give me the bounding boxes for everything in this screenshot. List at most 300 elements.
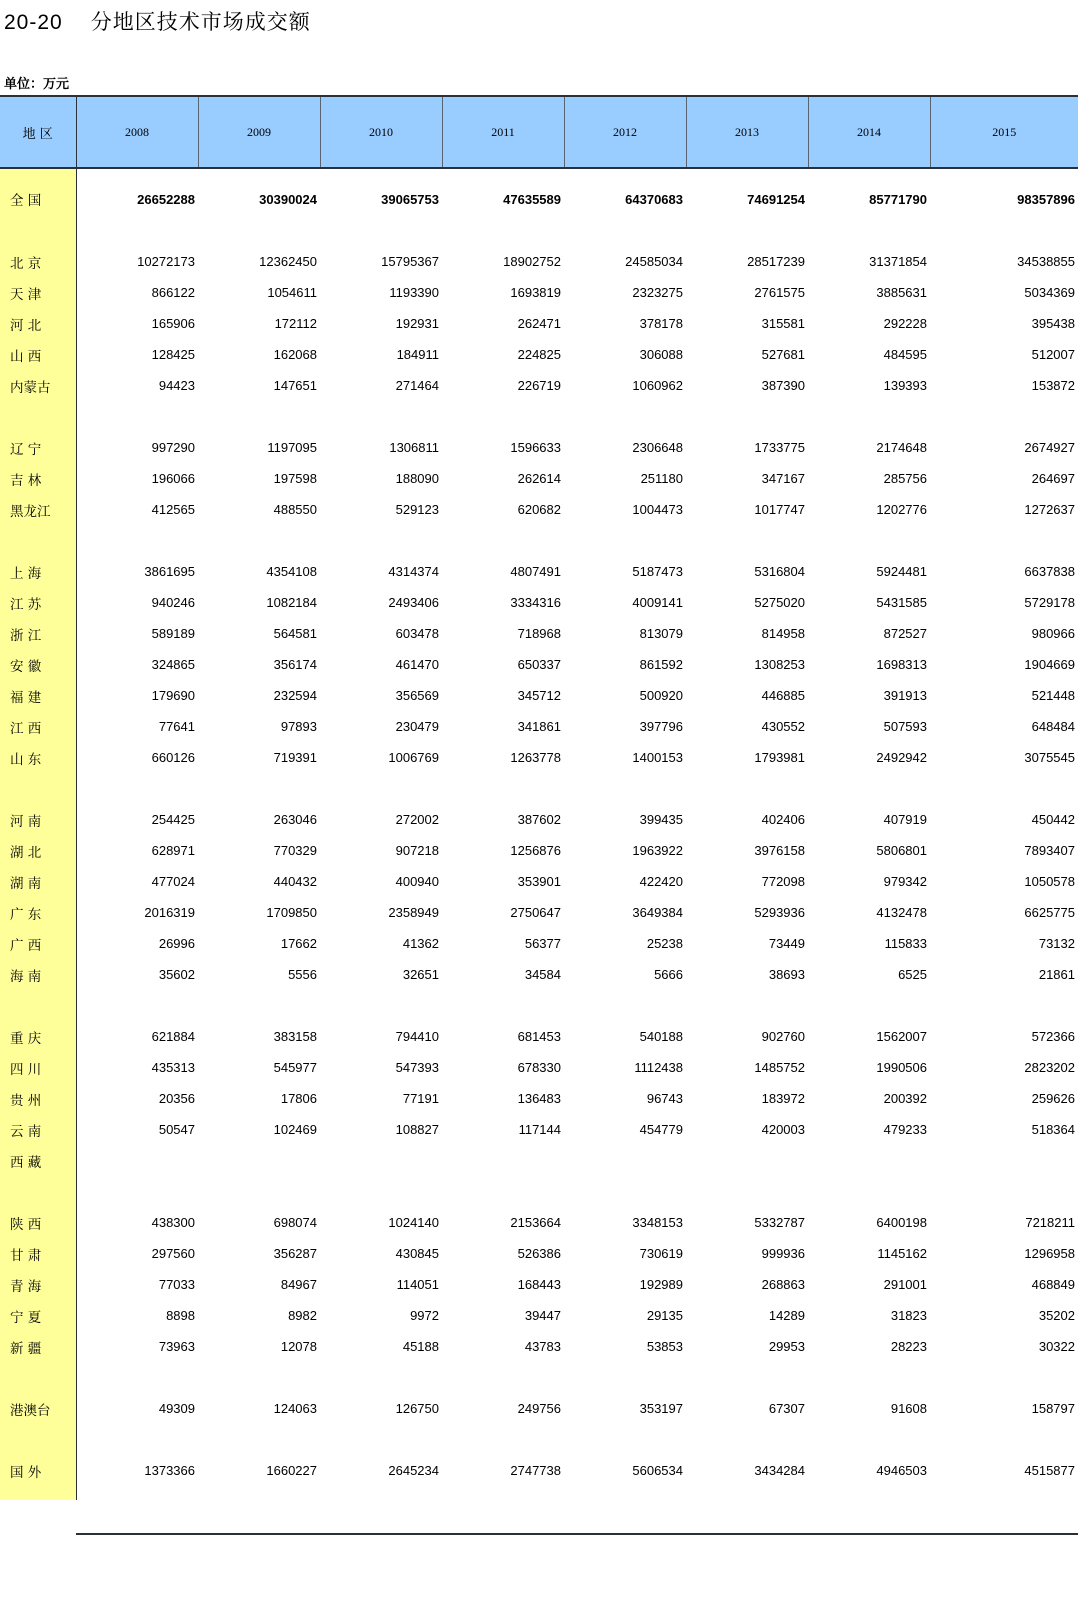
spacer-cell xyxy=(930,401,1078,432)
value-cell: 172112 xyxy=(274,316,317,331)
spacer-cell xyxy=(564,1486,686,1500)
value-cell: 168443 xyxy=(517,1277,561,1292)
region-cell: 云 南 xyxy=(0,1114,76,1145)
value-cell: 226719 xyxy=(517,378,561,393)
spacer-row xyxy=(0,215,1078,246)
spacer-cell xyxy=(808,1424,930,1455)
value-cell: 2645234 xyxy=(388,1463,439,1478)
spacer-cell xyxy=(930,1176,1078,1207)
table-row xyxy=(0,1052,1078,1083)
value-cell: 224825 xyxy=(517,347,561,362)
value-cell: 139393 xyxy=(883,378,927,393)
spacer-cell xyxy=(930,1424,1078,1455)
value-cell: 353197 xyxy=(639,1401,683,1416)
value-cell: 1990506 xyxy=(876,1060,927,1075)
value-cell: 648484 xyxy=(1031,719,1075,734)
value-cell: 10272173 xyxy=(137,254,195,269)
value-cell: 67307 xyxy=(768,1401,805,1416)
value-cell: 1054611 xyxy=(267,285,317,300)
data-table xyxy=(0,95,1078,1500)
value-cell: 2493406 xyxy=(388,595,439,610)
value-cell: 3976158 xyxy=(754,843,805,858)
value-cell: 814958 xyxy=(761,626,805,641)
value-cell: 5275020 xyxy=(754,595,805,610)
value-cell: 31823 xyxy=(890,1308,927,1323)
region-cell: 陕 西 xyxy=(0,1207,76,1238)
value-cell: 488550 xyxy=(273,502,317,517)
value-cell: 1197095 xyxy=(267,440,317,455)
spacer-cell xyxy=(198,1486,320,1500)
value-cell: 1698313 xyxy=(876,657,927,672)
value-cell: 353901 xyxy=(517,874,561,889)
value-cell: 545977 xyxy=(273,1060,317,1075)
region-cell: 福 建 xyxy=(0,680,76,711)
value-cell: 77033 xyxy=(158,1277,195,1292)
region-cell: 山 东 xyxy=(0,742,76,773)
table-bottom-rule xyxy=(76,1533,1078,1535)
spacer-cell xyxy=(808,1176,930,1207)
value-cell: 383158 xyxy=(273,1029,317,1044)
value-cell: 454779 xyxy=(639,1122,683,1137)
spacer-cell xyxy=(76,1486,198,1500)
value-cell: 529123 xyxy=(395,502,439,517)
value-cell: 126750 xyxy=(395,1401,439,1416)
value-cell: 259626 xyxy=(1031,1091,1075,1106)
value-cell: 5666 xyxy=(654,967,683,982)
value-cell: 96743 xyxy=(646,1091,683,1106)
value-cell: 17806 xyxy=(280,1091,317,1106)
table-row xyxy=(0,711,1078,742)
year-column-header: 2012 xyxy=(564,96,686,168)
value-cell: 5556 xyxy=(288,967,317,982)
region-cell: 广 东 xyxy=(0,897,76,928)
value-cell: 56377 xyxy=(524,936,561,951)
table-row xyxy=(0,742,1078,773)
table-row xyxy=(0,494,1078,525)
value-cell: 395438 xyxy=(1031,316,1075,331)
table-row xyxy=(0,308,1078,339)
table-row xyxy=(0,1083,1078,1114)
value-cell: 31371854 xyxy=(869,254,927,269)
value-cell: 3885631 xyxy=(876,285,927,300)
spacer-cell xyxy=(564,773,686,804)
value-cell: 4946503 xyxy=(876,1463,927,1478)
value-cell: 38693 xyxy=(768,967,805,982)
value-cell: 1296958 xyxy=(1024,1246,1075,1261)
region-cell: 河 北 xyxy=(0,308,76,339)
value-cell: 35602 xyxy=(158,967,195,982)
spacer-cell xyxy=(198,990,320,1021)
spacer-cell xyxy=(564,1362,686,1393)
value-cell: 41362 xyxy=(402,936,439,951)
value-cell: 272002 xyxy=(395,812,439,827)
region-cell: 山 西 xyxy=(0,339,76,370)
value-cell: 5606534 xyxy=(632,1463,683,1478)
value-cell: 997290 xyxy=(151,440,195,455)
value-cell: 2823202 xyxy=(1024,1060,1075,1075)
spacer-cell xyxy=(442,990,564,1021)
value-cell: 4132478 xyxy=(876,905,927,920)
region-cell: 宁 夏 xyxy=(0,1300,76,1331)
value-cell: 718968 xyxy=(517,626,561,641)
table-row xyxy=(0,1455,1078,1486)
value-cell: 3348153 xyxy=(632,1215,683,1230)
value-cell: 268863 xyxy=(761,1277,805,1292)
value-cell: 526386 xyxy=(517,1246,561,1261)
spacer-cell xyxy=(76,168,198,183)
value-cell: 420003 xyxy=(761,1122,805,1137)
table-row xyxy=(0,183,1078,215)
value-cell: 25238 xyxy=(646,936,683,951)
region-cell: 国 外 xyxy=(0,1455,76,1486)
value-cell: 813079 xyxy=(639,626,683,641)
region-cell: 浙 江 xyxy=(0,618,76,649)
region-cell: 吉 林 xyxy=(0,463,76,494)
value-cell: 2747738 xyxy=(510,1463,561,1478)
spacer-cell xyxy=(198,1424,320,1455)
spacer-cell xyxy=(808,1362,930,1393)
value-cell: 1024140 xyxy=(388,1215,439,1230)
value-cell: 356569 xyxy=(395,688,439,703)
value-cell: 3334316 xyxy=(510,595,561,610)
spacer-cell xyxy=(76,773,198,804)
spacer-cell xyxy=(442,525,564,556)
spacer-cell xyxy=(808,1486,930,1500)
value-cell: 4354108 xyxy=(266,564,317,579)
value-cell: 1017747 xyxy=(754,502,805,517)
region-cell: 安 徽 xyxy=(0,649,76,680)
region-cell: 西 藏 xyxy=(0,1145,76,1176)
spacer-cell xyxy=(442,168,564,183)
spacer-cell xyxy=(320,401,442,432)
table-row xyxy=(0,556,1078,587)
region-cell: 黑龙江 xyxy=(0,494,76,525)
value-cell: 5332787 xyxy=(754,1215,805,1230)
year-column-header: 2008 xyxy=(76,96,198,168)
spacer-cell xyxy=(686,1176,808,1207)
table-row xyxy=(0,680,1078,711)
spacer-cell xyxy=(198,1362,320,1393)
value-cell: 39447 xyxy=(524,1308,561,1323)
value-cell: 2492942 xyxy=(876,750,927,765)
value-cell: 5431585 xyxy=(876,595,927,610)
value-cell: 306088 xyxy=(639,347,683,362)
value-cell: 2306648 xyxy=(632,440,683,455)
value-cell: 356174 xyxy=(273,657,317,672)
value-cell: 115833 xyxy=(884,936,927,951)
spacer-cell xyxy=(808,525,930,556)
spacer-row xyxy=(0,1424,1078,1455)
value-cell: 347167 xyxy=(761,471,805,486)
table-row xyxy=(0,1114,1078,1145)
spacer-cell xyxy=(930,773,1078,804)
value-cell: 430845 xyxy=(395,1246,439,1261)
spacer-cell xyxy=(686,990,808,1021)
spacer-cell xyxy=(198,773,320,804)
value-cell: 73449 xyxy=(768,936,805,951)
value-cell: 902760 xyxy=(761,1029,805,1044)
value-cell: 6637838 xyxy=(1024,564,1075,579)
spacer-cell xyxy=(442,1362,564,1393)
spacer-cell xyxy=(0,401,76,432)
value-cell: 468849 xyxy=(1031,1277,1075,1292)
value-cell: 73963 xyxy=(158,1339,195,1354)
value-cell: 500920 xyxy=(639,688,683,703)
spacer-cell xyxy=(564,1176,686,1207)
region-cell: 天 津 xyxy=(0,277,76,308)
value-cell: 117144 xyxy=(518,1122,561,1137)
value-cell xyxy=(76,1145,198,1176)
value-cell: 271464 xyxy=(395,378,439,393)
value-cell: 297560 xyxy=(151,1246,195,1261)
value-cell: 1306811 xyxy=(389,440,439,455)
value-cell: 402406 xyxy=(761,812,805,827)
year-column-header: 2009 xyxy=(198,96,320,168)
region-cell: 上 海 xyxy=(0,556,76,587)
value-cell: 196066 xyxy=(151,471,195,486)
value-cell: 30390024 xyxy=(259,191,317,207)
value-cell xyxy=(930,1145,1078,1176)
value-cell: 3861695 xyxy=(144,564,195,579)
spacer-cell xyxy=(564,1424,686,1455)
spacer-cell xyxy=(930,990,1078,1021)
spacer-cell xyxy=(686,215,808,246)
value-cell: 678330 xyxy=(517,1060,561,1075)
table-row xyxy=(0,246,1078,277)
value-cell xyxy=(442,1145,564,1176)
value-cell: 28223 xyxy=(890,1339,927,1354)
value-cell: 5034369 xyxy=(1024,285,1075,300)
value-cell: 770329 xyxy=(273,843,317,858)
value-cell: 262614 xyxy=(517,471,561,486)
table-row xyxy=(0,339,1078,370)
value-cell: 540188 xyxy=(639,1029,683,1044)
region-cell: 河 南 xyxy=(0,804,76,835)
spacer-cell xyxy=(320,1486,442,1500)
value-cell: 49309 xyxy=(158,1401,195,1416)
value-cell: 136483 xyxy=(517,1091,561,1106)
spacer-cell xyxy=(76,1362,198,1393)
spacer-cell xyxy=(0,1424,76,1455)
page-title xyxy=(4,6,311,36)
value-cell: 262471 xyxy=(517,316,561,331)
spacer-cell xyxy=(442,1486,564,1500)
value-cell: 387390 xyxy=(761,378,805,393)
region-cell: 港澳台 xyxy=(0,1393,76,1424)
spacer-row xyxy=(0,1486,1078,1500)
value-cell: 34584 xyxy=(524,967,561,982)
value-cell: 940246 xyxy=(151,595,195,610)
region-cell: 青 海 xyxy=(0,1269,76,1300)
spacer-cell xyxy=(930,168,1078,183)
table-row xyxy=(0,370,1078,401)
spacer-cell xyxy=(76,1176,198,1207)
value-cell: 399435 xyxy=(639,812,683,827)
spacer-cell xyxy=(686,1486,808,1500)
value-cell: 249756 xyxy=(517,1401,561,1416)
value-cell: 5293936 xyxy=(754,905,805,920)
value-cell: 251180 xyxy=(640,471,683,486)
value-cell: 53853 xyxy=(646,1339,683,1354)
value-cell: 1202776 xyxy=(876,502,927,517)
spacer-cell xyxy=(930,1362,1078,1393)
value-cell: 772098 xyxy=(761,874,805,889)
value-cell: 1485752 xyxy=(754,1060,805,1075)
spacer-cell xyxy=(0,1176,76,1207)
value-cell: 12362450 xyxy=(259,254,317,269)
value-cell: 315581 xyxy=(761,316,805,331)
value-cell: 124063 xyxy=(273,1401,317,1416)
region-cell: 辽 宁 xyxy=(0,432,76,463)
value-cell: 5187473 xyxy=(632,564,683,579)
spacer-cell xyxy=(320,990,442,1021)
region-cell: 湖 北 xyxy=(0,835,76,866)
value-cell: 32651 xyxy=(402,967,439,982)
value-cell: 147651 xyxy=(273,378,317,393)
table-row xyxy=(0,1021,1078,1052)
value-cell: 85771790 xyxy=(869,191,927,207)
value-cell: 1373366 xyxy=(144,1463,195,1478)
value-cell: 1733775 xyxy=(754,440,805,455)
table-row xyxy=(0,432,1078,463)
value-cell: 263046 xyxy=(273,812,317,827)
value-cell: 5806801 xyxy=(876,843,927,858)
value-cell: 6625775 xyxy=(1024,905,1075,920)
value-cell: 6400198 xyxy=(876,1215,927,1230)
region-cell: 北 京 xyxy=(0,246,76,277)
value-cell xyxy=(320,1145,442,1176)
value-cell: 4515877 xyxy=(1024,1463,1075,1478)
region-cell: 贵 州 xyxy=(0,1083,76,1114)
value-cell: 5924481 xyxy=(876,564,927,579)
value-cell: 17662 xyxy=(280,936,317,951)
table-row xyxy=(0,1269,1078,1300)
region-cell: 海 南 xyxy=(0,959,76,990)
value-cell: 2016319 xyxy=(144,905,195,920)
value-cell: 1082184 xyxy=(266,595,317,610)
value-cell: 1693819 xyxy=(510,285,561,300)
spacer-cell xyxy=(0,990,76,1021)
value-cell: 254425 xyxy=(151,812,195,827)
value-cell: 39065753 xyxy=(381,191,439,207)
value-cell: 114051 xyxy=(396,1277,439,1292)
value-cell: 477024 xyxy=(151,874,195,889)
value-cell: 621884 xyxy=(151,1029,195,1044)
spacer-cell xyxy=(442,1176,564,1207)
region-cell: 湖 南 xyxy=(0,866,76,897)
value-cell: 999936 xyxy=(761,1246,805,1261)
value-cell: 84967 xyxy=(280,1277,317,1292)
spacer-cell xyxy=(686,401,808,432)
value-cell: 527681 xyxy=(761,347,805,362)
value-cell: 64370683 xyxy=(625,191,683,207)
value-cell: 407919 xyxy=(883,812,927,827)
value-cell: 1193390 xyxy=(389,285,439,300)
value-cell: 794410 xyxy=(395,1029,439,1044)
value-cell: 30322 xyxy=(1038,1339,1075,1354)
table-row xyxy=(0,1300,1078,1331)
value-cell: 291001 xyxy=(883,1277,927,1292)
value-cell: 518364 xyxy=(1031,1122,1075,1137)
spacer-cell xyxy=(930,215,1078,246)
value-cell: 2358949 xyxy=(388,905,439,920)
table-number: 20-20 xyxy=(4,11,63,34)
value-cell: 547393 xyxy=(395,1060,439,1075)
value-cell: 2750647 xyxy=(510,905,561,920)
spacer-cell xyxy=(808,401,930,432)
value-cell: 26996 xyxy=(158,936,195,951)
value-cell: 422420 xyxy=(639,874,683,889)
spacer-cell xyxy=(442,401,564,432)
value-cell: 1004473 xyxy=(632,502,683,517)
value-cell: 8982 xyxy=(288,1308,317,1323)
value-cell: 8898 xyxy=(166,1308,195,1323)
value-cell: 29953 xyxy=(768,1339,805,1354)
header-row xyxy=(0,96,1078,168)
table-row xyxy=(0,1331,1078,1362)
table-row xyxy=(0,463,1078,494)
table-row xyxy=(0,1207,1078,1238)
value-cell: 907218 xyxy=(395,843,439,858)
spacer-row xyxy=(0,1176,1078,1207)
value-cell: 430552 xyxy=(761,719,805,734)
region-column-header: 地 区 xyxy=(0,96,76,168)
spacer-cell xyxy=(76,990,198,1021)
spacer-cell xyxy=(320,1362,442,1393)
table-row xyxy=(0,835,1078,866)
table-row xyxy=(0,587,1078,618)
spacer-cell xyxy=(76,1424,198,1455)
spacer-cell xyxy=(320,168,442,183)
value-cell: 43783 xyxy=(524,1339,561,1354)
value-cell: 232594 xyxy=(273,688,317,703)
value-cell: 980966 xyxy=(1031,626,1075,641)
spacer-cell xyxy=(320,525,442,556)
value-cell: 3434284 xyxy=(754,1463,805,1478)
region-cell: 江 西 xyxy=(0,711,76,742)
value-cell: 1793981 xyxy=(754,750,805,765)
region-cell: 新 疆 xyxy=(0,1331,76,1362)
value-cell: 397796 xyxy=(639,719,683,734)
value-cell: 345712 xyxy=(517,688,561,703)
spacer-cell xyxy=(686,1424,808,1455)
spacer-cell xyxy=(76,525,198,556)
spacer-row xyxy=(0,401,1078,432)
value-cell: 2761575 xyxy=(754,285,805,300)
value-cell: 97893 xyxy=(280,719,317,734)
value-cell: 1562007 xyxy=(876,1029,927,1044)
table-body xyxy=(0,168,1078,1500)
spacer-cell xyxy=(198,168,320,183)
value-cell: 1050578 xyxy=(1024,874,1075,889)
year-column-header: 2011 xyxy=(442,96,564,168)
value-cell: 1904669 xyxy=(1024,657,1075,672)
spacer-cell xyxy=(564,525,686,556)
value-cell: 512007 xyxy=(1031,347,1075,362)
value-cell: 1263778 xyxy=(510,750,561,765)
spacer-cell xyxy=(198,215,320,246)
spacer-cell xyxy=(198,401,320,432)
value-cell: 192931 xyxy=(395,316,439,331)
value-cell: 20356 xyxy=(158,1091,195,1106)
spacer-cell xyxy=(564,215,686,246)
value-cell: 1060962 xyxy=(632,378,683,393)
value-cell: 6525 xyxy=(898,967,927,982)
spacer-cell xyxy=(930,1486,1078,1500)
table-title: 分地区技术市场成交额 xyxy=(90,11,311,34)
year-column-header: 2015 xyxy=(930,96,1078,168)
table-row xyxy=(0,959,1078,990)
